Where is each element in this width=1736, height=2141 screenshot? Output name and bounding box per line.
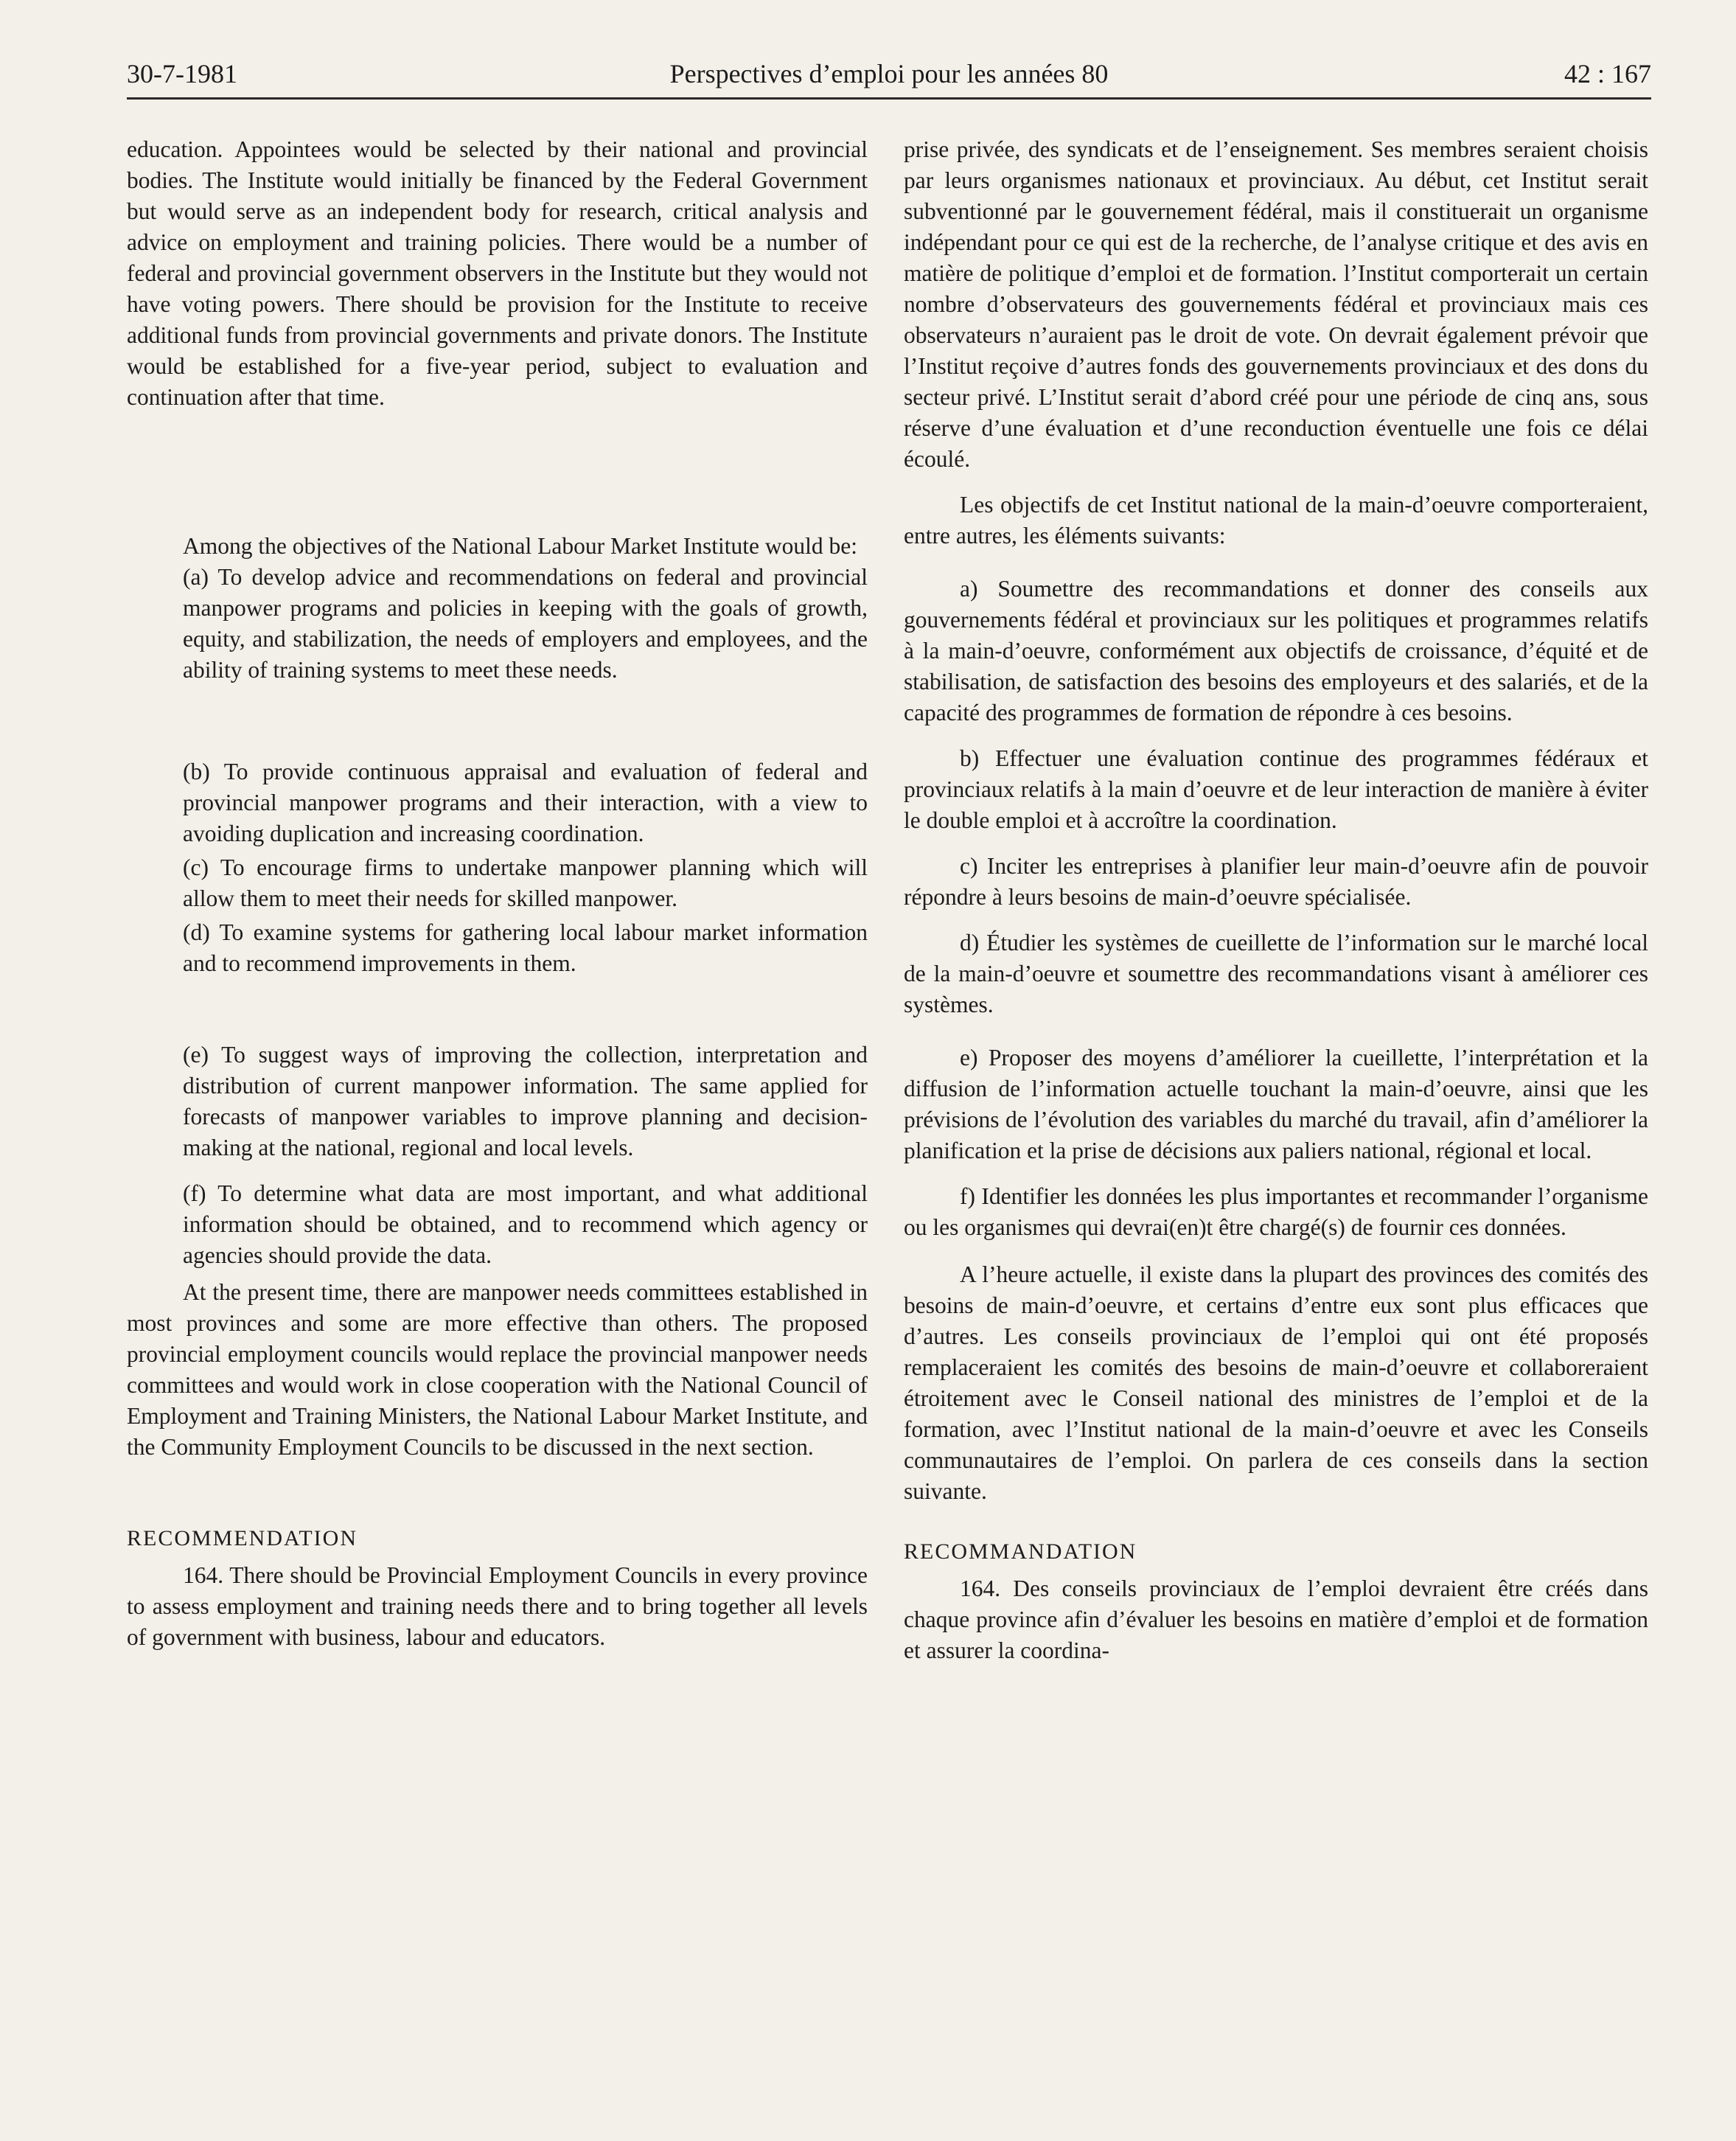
fr-item-b: b) Effectuer une évaluation continue des programmes fédéraux et provinciaux relatifs à la main d’oeuvre et de leur interaction de manière à éviter le double emploi et à accroître la coordination. (904, 745, 1648, 833)
header-page-number: 42 : 167 (1564, 59, 1651, 88)
english-column (127, 134, 868, 1653)
header-title: Perspectives d’emploi pour les années 80 (669, 59, 1109, 88)
fr-item-d: d) Étudier les systèmes de cueillette de l’information sur le marché local de la main-d’oeuvre et soumettre des recommandations visant à améliorer ces systèmes. (904, 930, 1648, 1017)
en-item-f: (f) To determine what data are most important, and what additional information should be obtained, and to recommend which agency or agencies should provide the data. (183, 1180, 868, 1268)
fr-item-f: f) Identifier les données les plus importantes et recommander l’organisme ou les organismes qui devrai(en)t être chargé(s) de fournir ces données. (904, 1183, 1648, 1240)
fr-recommendation-164: 164. Des conseils provinciaux de l’emploi devraient être créés dans chaque province afin d’évaluer les besoins en matière d’emploi et de formation et assurer la coordina- (904, 1576, 1648, 1663)
fr-recommendation-heading: RECOMMANDATION (904, 1539, 1137, 1564)
en-item-b: (b) To provide continuous appraisal and evaluation of federal and provincial manpower programs and their interaction, with a view to avoiding duplication and increasing coordination. (183, 759, 868, 846)
page-header (127, 52, 1651, 96)
header-date: 30-7-1981 (127, 59, 237, 88)
fr-item-a: a) Soumettre des recommandations et donner des conseils aux gouvernements fédéral et provinciaux sur les politiques et programmes relatifs à la main-d’oeuvre, conformément aux objectifs de croissance, d’équité et de stabilisation, de satisfaction des besoins des employeurs et des salariés, et de la capacité des programmes de formation de répondre à ces besoins. (904, 576, 1648, 725)
en-recommendation-164: 164. There should be Provincial Employment Councils in every province to assess employment and training needs there and to bring together all levels of government with business, labour and educators. (127, 1562, 868, 1650)
en-present-time: At the present time, there are manpower needs committees established in most provinces and some are more effective than others. The proposed provincial employment councils would replace the provincial manpower needs committees and would work in close cooperation with the National Council of Employment and Training Ministers, the National Labour Market Institute, and the Community Employment Councils to be discussed in the next section. (127, 1279, 868, 1460)
fr-item-c: c) Inciter les entreprises à planifier leur main-d’oeuvre afin de pouvoir répondre à leurs besoins de main-d’oeuvre spécialisée. (904, 853, 1648, 910)
en-objectives-intro: Among the objectives of the National Labour Market Institute would be: (183, 533, 858, 559)
en-paragraph-continued: education. Appointees would be selected by their national and provincial bodies. The Institute would initially be financed by the Federal Government but would serve as an independent body for research, critical analysis and advice on employment and training policies. There would be a number of federal and provincial government observers in the Institute but they would not have voting powers. There should be provision for the Institute to receive additional funds from provincial governments and private donors. The Institute would be established for a five-year period, subject to evaluation and continuation after that time. (127, 136, 868, 410)
en-item-d: (d) To examine systems for gathering local labour market information and to recommend improvements in them. (183, 919, 868, 976)
en-item-c: (c) To encourage firms to undertake manpower planning which will allow them to meet their needs for skilled manpower. (183, 854, 868, 911)
en-item-a: (a) To develop advice and recommendations on federal and provincial manpower programs and policies in keeping with the goals of growth, equity, and stabilization, the needs of employers and employees, and the ability of training systems to meet these needs. (183, 564, 868, 683)
en-recommendation-heading: RECOMMENDATION (127, 1526, 358, 1550)
fr-objectives-intro: Les objectifs de cet Institut national de la main-d’oeuvre comporteraient, entre autres, les éléments suivants: (904, 492, 1648, 549)
fr-item-e: e) Proposer des moyens d’améliorer la cueillette, l’interprétation et la diffusion de l’information actuelle touchant la main-d’oeuvre, ainsi que les prévisions de l’évolution des variables du marché du travail, afin d’améliorer la planification et la prise de décisions aux paliers national, régional et local. (904, 1045, 1648, 1163)
fr-present-time: A l’heure actuelle, il existe dans la plupart des provinces des comités des besoins de main-d’oeuvre, et certains d’entre eux sont plus efficaces que d’autres. Les conseils provinciaux de l’emploi qui ont été proposés remplaceraient les comités des besoins de main-d’oeuvre et collaboreraient étroitement avec le Conseil national des ministres de l’emploi et de la formation, avec l’Institut national de la main-d’oeuvre et avec les Conseils communautaires de l’emploi. On parlera de ces conseils dans la section suivante. (904, 1261, 1648, 1504)
en-item-e: (e) To suggest ways of improving the collection, interpretation and distribution of current manpower information. The same applied for forecasts of manpower variables to improve planning and decision-making at the national, regional and local levels. (183, 1042, 868, 1160)
header-rule (127, 97, 1651, 100)
fr-paragraph-continued: prise privée, des syndicats et de l’enseignement. Ses membres seraient choisis par leurs organismes nationaux et provinciaux. Au début, cet Institut serait subventionné par le gouvernement fédéral, mais il constituerait un organisme indépendant pour ce qui est de la recherche, de l’analyse critique et des avis en matière de politique d’emploi et de formation. l’Institut comporterait un certain nombre d’observateurs des gouvernements fédéral et provinciaux mais ces observateurs n’auraient pas le droit de vote. On devrait également prévoir que l’Institut reçoive d’autres fonds des gouvernements provinciaux et des dons du secteur privé. L’Institut serait d’abord créé pour une période de cinq ans, sous réserve d’une évaluation et d’une reconduction éventuelle une fois ce délai écoulé. (904, 136, 1648, 472)
french-column (904, 134, 1648, 1666)
